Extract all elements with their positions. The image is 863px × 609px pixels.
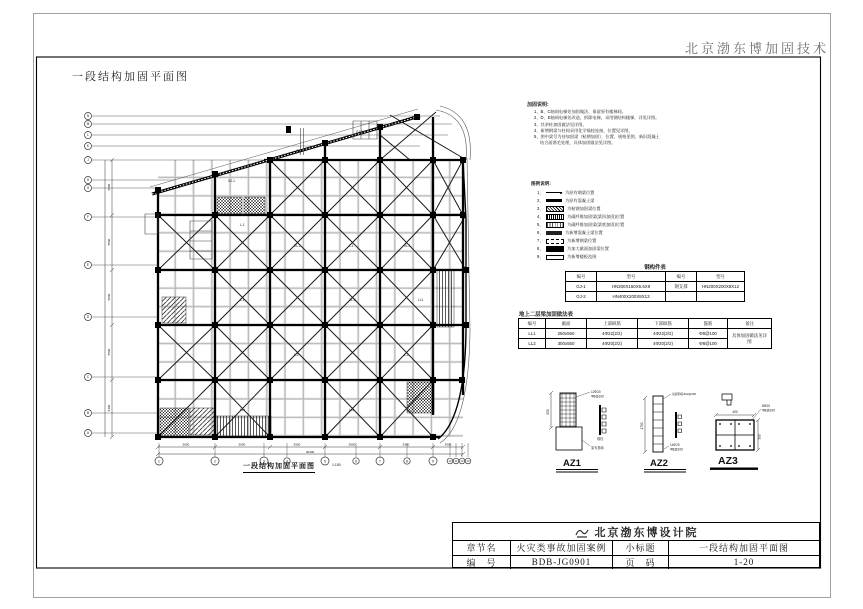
az1-rebar: 12Φ20 [591,390,601,394]
svg-text:C: C [86,375,90,380]
az3-rebar: 8Φ20 [762,404,770,408]
cell: HN200X200X8X12 [697,282,745,292]
svg-text:GJ-2: GJ-2 [356,130,363,134]
legend-item-label: 为新增楼板范围 [567,254,597,260]
legend-item [531,245,691,253]
note-line: 2、D、E轴间电梯处改造，拆除电梯，采用钢结构楼梯，详见详图。 [534,115,660,121]
legend-item [531,197,691,205]
svg-text:L-1: L-1 [404,353,409,357]
legend-item [531,213,691,221]
header-cell: 备注 [728,319,772,329]
structural-plan [85,106,471,465]
header-cell: 箍筋 [689,319,728,329]
az2-dim: 1750 [640,422,644,430]
cell: 4Φ22(2/2) [587,329,638,339]
legend-item-label: 为新增钢梁位置 [567,238,597,244]
org-name: 北京渤东博设计院 [594,526,699,539]
header-cell: 下部纵筋 [638,319,689,329]
svg-text:10: 10 [448,460,452,464]
svg-text:GJ-1: GJ-1 [296,149,303,153]
az1-stirrup: Φ8@100 [591,394,604,399]
cell: HN300X150X6.5X9 [597,282,666,292]
legend-item-label: 为加大截面加固梁位置 [567,246,609,252]
header-cell: 编号 [566,272,597,282]
svg-text:L-1: L-1 [240,298,245,302]
table-row [519,329,772,339]
az3-caption: AZ3 [718,455,738,467]
legend-item-number: 3、 [537,205,544,211]
dim-value: 5500 [293,442,301,447]
svg-text:N: N [86,114,90,119]
company-header: 北京渤东博加固技术 [684,41,829,56]
beam-strengthening-table [518,318,772,349]
svg-text:3: 3 [263,459,265,464]
table-header-row [566,272,745,282]
note-line: 1、B、C轴间电梯处加固做法，保留原有楼梯间。 [534,109,626,114]
cell: 250x550 [546,329,587,339]
svg-text:6: 6 [355,459,357,464]
field-label: 页 码 [613,556,669,570]
svg-text:D: D [86,315,90,320]
sheet-title: 一段结构加固平面图 [72,71,189,83]
header-cell: 型号 [697,272,745,282]
svg-text:9: 9 [432,459,434,464]
svg-text:8: 8 [406,459,408,464]
existing-steel-beam-symbol [546,192,562,193]
legend-item-label: 为碳纤维加固梁(梁顶加固)位置 [567,213,625,219]
svg-text:LL1: LL1 [418,298,424,302]
svg-text:LL2: LL2 [349,408,355,412]
legend-item-number: 9、 [537,254,544,260]
svg-text:4: 4 [286,459,288,464]
dim-value: 5300 [402,442,410,447]
dim-total: 30400 [305,449,315,454]
svg-text:M: M [86,122,90,127]
steel-member-table [565,271,745,302]
svg-text:XL-1: XL-1 [404,244,411,248]
svg-text:A: A [86,431,90,436]
field-label: 编 号 [453,556,511,570]
az3-channel-glyph [722,394,732,405]
legend-item-label: 为原有钢梁位置 [565,189,595,195]
steel-table-title: 钢构件表 [644,265,666,271]
dim-value: 5500 [238,442,246,447]
legend-item-label: 为原有混凝土梁 [565,197,595,203]
cell: 4Φ22(2/2) [638,329,689,339]
detail-az2 [640,392,696,472]
az2-stirrup: Φ8@100 [670,447,683,452]
title-block [452,522,820,568]
az1-footing [556,427,582,450]
title-block-row [453,555,819,570]
cell: Φ8@100 [689,339,728,349]
cell: GJ-1 [566,282,597,292]
legend-item [531,253,691,261]
note-line: 3、其余柱加固做法见详图。 [534,121,587,127]
az3-stirrup: Φ8@100 [762,408,775,413]
legend-item-number: 1、 [537,189,544,195]
legend-title: 图例说明: [531,181,551,186]
legend-item-number: 5、 [537,221,544,227]
az3-dim-h: 300 [757,434,762,440]
svg-text:H: H [86,178,90,183]
legend-item [531,205,691,213]
detail-az1 [546,390,606,472]
legend-item-label: 为粘钢加固梁位置 [567,205,601,211]
dim-value: 5500 [348,442,356,447]
cell: LL2 [519,339,546,349]
header-cell: 上部纵筋 [587,319,638,329]
header-cell: 截面 [546,319,587,329]
cell: 钢支撑 [666,282,697,292]
reinforcement-notes [527,101,697,147]
plan-scale: 1:150 [332,463,341,467]
az1-caption: AZ1 [563,458,581,469]
svg-text:F: F [87,215,89,220]
svg-text:2: 2 [214,459,216,464]
dim-value: 5600 [182,442,190,447]
svg-text:E: E [86,263,90,268]
cell: LL1 [519,329,546,339]
svg-text:11: 11 [454,460,458,464]
legend-item-label: 为新增混凝土梁位置 [565,230,603,236]
svg-text:7: 7 [379,459,381,464]
svg-text:1: 1 [158,459,160,464]
shaft-block [286,126,291,133]
svg-text:L: L [87,133,89,138]
dim-value: 3000 [444,442,452,447]
az1-anchor-note: 锚栓 [597,437,604,441]
az2-caption: AZ2 [650,458,668,469]
field-value: 一段结构加固平面图 [698,543,789,554]
cell: 300x550 [546,339,587,349]
az1-footing-note: 原有基础 [591,446,604,450]
cell: Φ8@100 [689,329,728,339]
existing-concrete-beam-symbol [546,199,562,202]
svg-text:13: 13 [466,460,470,464]
az1-column [560,393,576,427]
dim-value: 5500 [107,348,111,356]
header-cell: 型号 [597,272,666,282]
legend-item-label: 为碳纤维加固梁(梁底加固)位置 [567,221,625,227]
svg-text:K: K [86,144,90,149]
field-value: BDB-JG0901 [511,556,613,570]
cell: HN400X200X8X13 [597,292,666,302]
dim-value: 5400 [107,404,111,412]
header-cell: 编号 [666,272,697,282]
svg-text:J: J [87,158,89,163]
field-label: 章节名 [453,541,511,555]
new-concrete-beam-symbol [546,231,562,235]
az2-column [653,396,663,452]
cell [697,292,745,302]
bonded-steel-beam-symbol [546,206,564,212]
new-slab-symbol [546,255,564,260]
dim-value: 5500 [107,238,111,246]
header-cell: 编号 [519,319,546,329]
table-header-row [519,319,772,329]
cell: 4Φ20(2/2) [638,339,689,349]
org-row [453,523,819,541]
cfrp-top-beam-symbol [546,214,564,220]
axis-labels-left [87,114,90,435]
dim-value: 5500 [107,293,111,301]
svg-text:XL-2: XL-2 [349,298,356,302]
field-label: 小标题 [613,541,669,555]
svg-text:GJ-1: GJ-1 [228,179,235,183]
legend-item [531,229,691,237]
cell: 4Φ20(2/2) [587,339,638,349]
legend-item [531,221,691,229]
beam-table-title: 地上二层梁加固做法表 [519,312,573,318]
table-row [566,282,745,292]
enlarged-section-beam-symbol [546,246,564,252]
svg-text:B: B [86,411,90,416]
svg-text:L-1: L-1 [240,223,245,227]
field-value: 火灾类事故加固案例 [511,541,613,555]
note-line: 结合面凿毛处理，具体加固做法见详图。 [540,140,616,146]
legend-item-number: 2、 [537,197,544,203]
legend-item-number: 6、 [537,230,544,236]
title-block-row [453,541,819,555]
svg-text:LL1: LL1 [240,408,246,412]
legend [531,181,691,261]
az1-dim: 550 [546,409,550,415]
az3-dim-w: 400 [732,410,738,414]
svg-text:G: G [86,186,90,191]
legend-item-number: 7、 [537,238,544,244]
svg-text:12: 12 [460,460,464,464]
notes-title: 加固说明: [527,102,549,108]
plan-caption: 一段结构加固平面图 [243,461,315,473]
note-line: 5、图中梁号为待加固梁（粘钢加固），位置、规格见图，新旧混凝土 [534,134,660,140]
bottom-dimension-values [183,443,452,454]
svg-text:XL-1: XL-1 [294,244,301,248]
legend-item-number: 8、 [537,246,544,252]
cell: GJ-2 [566,292,597,302]
az2-plate-note: 加固钢板Φ12@200 [672,392,697,396]
note-line: 4、新增钢梁与柱间采用化学锚栓连接，位置见详图。 [534,127,633,133]
table-row [566,292,745,302]
legend-item [531,189,691,197]
detail-az3 [710,394,775,470]
svg-text:L-2: L-2 [294,353,299,357]
az2-rebar: 14Φ20 [670,443,680,447]
legend-item [531,237,691,245]
new-steel-beam-symbol [546,239,564,244]
remark-cell: 具体加固做法见详图 [728,329,772,349]
field-value: 1-20 [733,557,755,568]
dim-value: 5500 [107,183,111,191]
svg-text:L-1: L-1 [349,244,354,248]
cfrp-bottom-beam-symbol [546,222,564,228]
svg-text:5: 5 [324,459,326,464]
design-institute-logo-icon [574,526,590,538]
cell [666,292,697,302]
legend-item-number: 4、 [537,213,544,219]
